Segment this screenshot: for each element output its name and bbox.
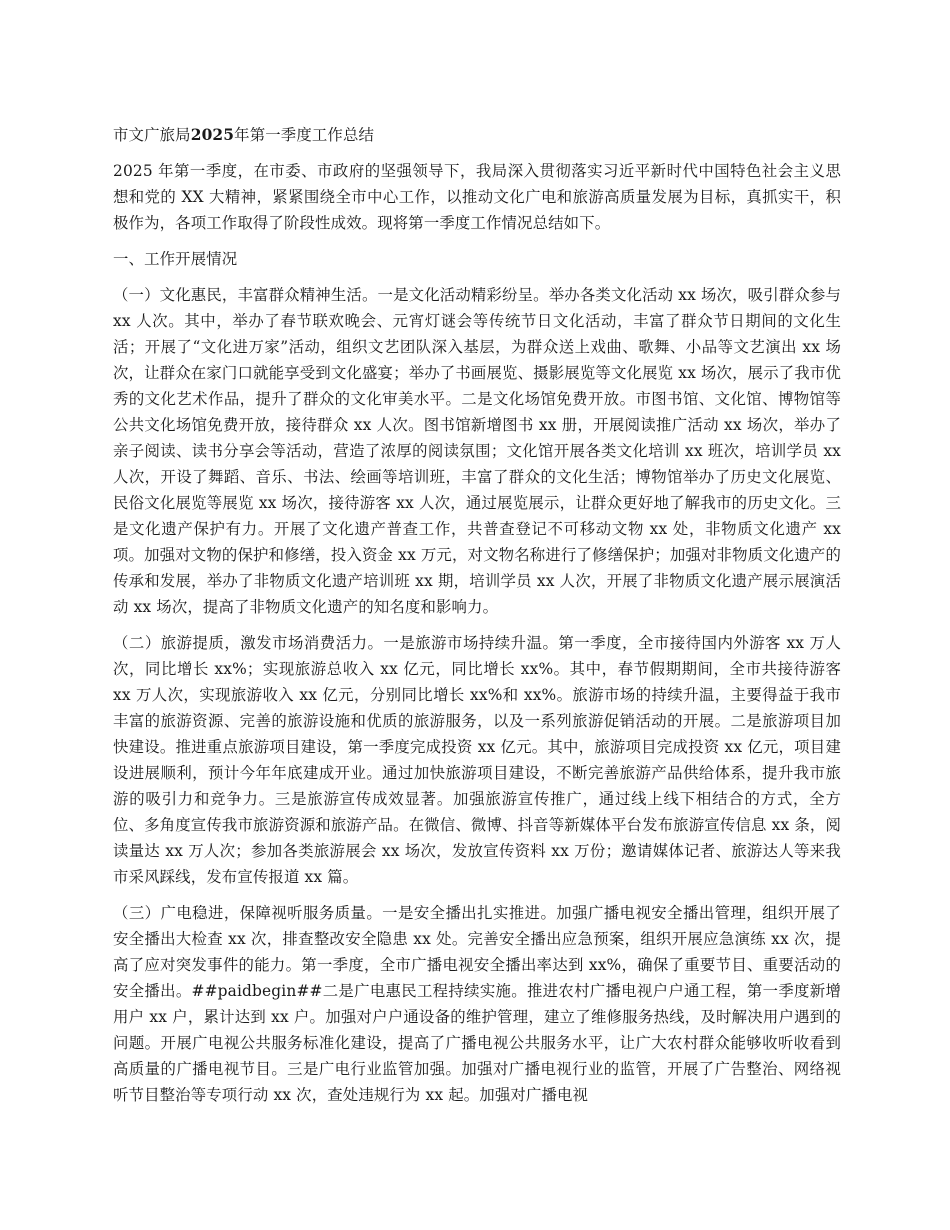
title-suffix: 年第一季度工作总结 [234,126,375,144]
paragraph-tourism: （二）旅游提质，激发市场消费活力。一是旅游市场持续升温。第一季度，全市接待国内外游客 xx 万人次，同比增长 xx%；实现旅游总收入 xx 亿元，同比增长 xx%。其中，春节假期期间，全市共接待游客 xx 万人次，实现旅游收入 xx 亿元，分别同比增长 xx%和 xx%。旅游市场的持续升温，主要得益于我市丰富的旅游资源、完善的旅游设施和优质的旅游服务，以及一系列旅游促销活动的开展。二是旅游项目加快建设。推进重点旅游项目建设，第一季度完成投资 xx 亿元。其中，旅游项目完成投资 xx 亿元，项目建设进展顺利，预计今年年底建成开业。通过加快旅游项目建设，不断完善旅游产品供给体系，提升我市旅游的吸引力和竞争力。三是旅游宣传成效显著。加强旅游宣传推广，通过线上线下相结合的方式，全方位、多角度宣传我市旅游资源和旅游产品。在微信、微博、抖音等新媒体平台发布旅游宣传信息 xx 条，阅读量达 xx 万人次；参加各类旅游展会 xx 场次，发放宣传资料 xx 万份；邀请媒体记者、旅游达人等来我市采风踩线，发布宣传报道 xx 篇。 [113,634,841,886]
title-year: 2025 [190,126,235,144]
paragraph-culture: （一）文化惠民，丰富群众精神生活。一是文化活动精彩纷呈。举办各类文化活动 xx 场次，吸引群众参与 xx 人次。其中，举办了春节联欢晚会、元宵灯谜会等传统节日文化活动，丰富了群众节日期间的文化生活；开展了“文化进万家”活动，组织文艺团队深入基层，为群众送上戏曲、歌舞、小品等文艺演出 xx 场次，让群众在家门口就能享受到文化盛宴；举办了书画展览、摄影展览等文化展览 xx 场次，展示了我市优秀的文化艺术作品，提升了群众的文化审美水平。二是文化场馆免费开放。市图书馆、文化馆、博物馆等公共文化场馆免费开放，接待群众 xx 人次。图书馆新增图书 xx 册，开展阅读推广活动 xx 场次，举办了亲子阅读、读书分享会等活动，营造了浓厚的阅读氛围；文化馆开展各类文化培训 xx 班次，培训学员 xx 人次，开设了舞蹈、音乐、书法、绘画等培训班，丰富了群众的文化生活；博物馆举办了历史文化展览、民俗文化展览等展览 xx 场次，接待游客 xx 人次，通过展览展示，让群众更好地了解我市的历史文化。三是文化遗产保护有力。开展了文化遗产普查工作，共普查登记不可移动文物 xx 处，非物质文化遗产 xx 项。加强对文物的保护和修缮，投入资金 xx 万元，对文物名称进行了修缮保护；加强对非物质文化遗产的传承和发展，举办了非物质文化遗产培训班 xx 期，培训学员 xx 人次，开展了非物质文化遗产展示展演活动 xx 场次，提高了非物质文化遗产的知名度和影响力。 [113,286,841,616]
paragraph-broadcast: （三）广电稳进，保障视听服务质量。一是安全播出扎实推进。加强广播电视安全播出管理，组织开展了安全播出大检查 xx 次，排查整改安全隐患 xx 处。完善安全播出应急预案，组织开展应急演练 xx 次，提高了应对突发事件的能力。第一季度，全市广播电视安全播出率达到 xx%，确保了重要节目、重要活动的安全播出。##paidbegin##二是广电惠民工程持续实施。推进农村广播电视户户通工程，第一季度新增用户 xx 户，累计达到 xx 户。加强对户户通设备的维护管理，建立了维修服务热线，及时解决用户遇到的问题。开展广电视公共服务标准化建设，提高了广播电视公共服务水平，让广大农村群众能够收听收看到高质量的广播电视节目。三是广电行业监管加强。加强对广播电视行业的监管，开展了广告整治、网络视听节目整治等专项行动 xx 次，查处违规行为 xx 起。加强对广播电视 [113,904,841,1104]
document-page [113,122,841,1118]
document-title [113,122,841,148]
section-heading: 一、工作开展情况 [113,250,238,268]
title-prefix: 市文广旅局 [113,126,191,144]
intro-paragraph: 2025 年第一季度，在市委、市政府的坚强领导下，我局深入贯彻落实习近平新时代中国特色社会主义思想和党的 XX 大精神，紧紧围绕全市中心工作，以推动文化广电和旅游高质量发展为目标，真抓实干，积极作为，各项工作取得了阶段性成效。现将第一季度工作情况总结如下。 [113,162,841,232]
